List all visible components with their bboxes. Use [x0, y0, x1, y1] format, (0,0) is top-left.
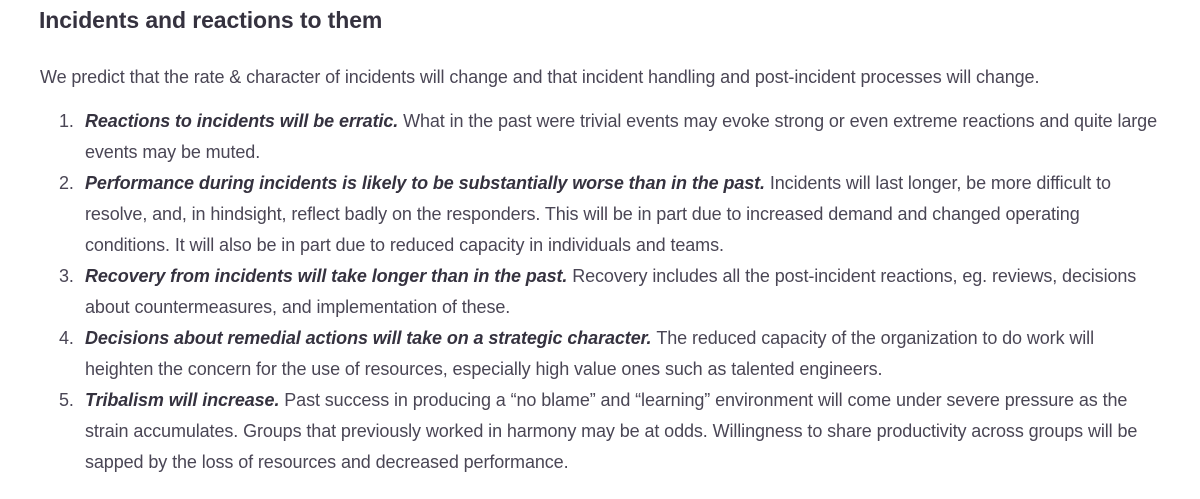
list-item — [39, 385, 1159, 478]
list-number: 2. — [59, 173, 74, 193]
list-item — [39, 106, 1159, 168]
intro-paragraph: We predict that the rate & character of incidents will change and that incident handling and post-incident processes will change. — [40, 67, 1040, 87]
list-item-body: Recovery includes all the post-incident reactions, eg. reviews, decisions about countermeasures, and implementation of these. — [85, 266, 1137, 317]
list-item-lead: Performance during incidents is likely to be substantially worse than in the past. — [85, 173, 770, 193]
list-item — [39, 261, 1159, 323]
list-item-body: Past success in producing a “no blame” and “learning” environment will come under severe pressure as the strain accumulates. Groups that previously worked in harmony may be at odds. Willingness to share productivity across groups will be sapped by the loss of resources and decreased performance. — [85, 390, 1138, 472]
list-item-lead: Decisions about remedial actions will take on a strategic character. — [85, 328, 657, 348]
list-item-body: Incidents will last longer, be more difficult to resolve, and, in hindsight, reflect badly on the responders. This will be in part due to increased demand and changed operating conditions. It will also be in part due to reduced capacity in individuals and teams. — [85, 173, 1111, 255]
list-number: 4. — [59, 328, 74, 348]
list-number: 3. — [59, 266, 74, 286]
prediction-list — [39, 106, 1200, 478]
list-number: 1. — [59, 111, 74, 131]
list-item-lead: Tribalism will increase. — [85, 390, 285, 410]
list-item — [39, 323, 1159, 385]
list-item — [39, 168, 1159, 261]
list-number: 5. — [59, 390, 74, 410]
list-item-body: What in the past were trivial events may evoke strong or even extreme reactions and quite large events may be muted. — [85, 111, 1157, 162]
list-item-lead: Reactions to incidents will be erratic. — [85, 111, 404, 131]
list-item-body: The reduced capacity of the organization to do work will heighten the concern for the use of resources, especially high value ones such as talented engineers. — [85, 328, 1094, 379]
section-heading: Incidents and reactions to them — [39, 7, 383, 33]
list-item-lead: Recovery from incidents will take longer than in the past. — [85, 266, 573, 286]
